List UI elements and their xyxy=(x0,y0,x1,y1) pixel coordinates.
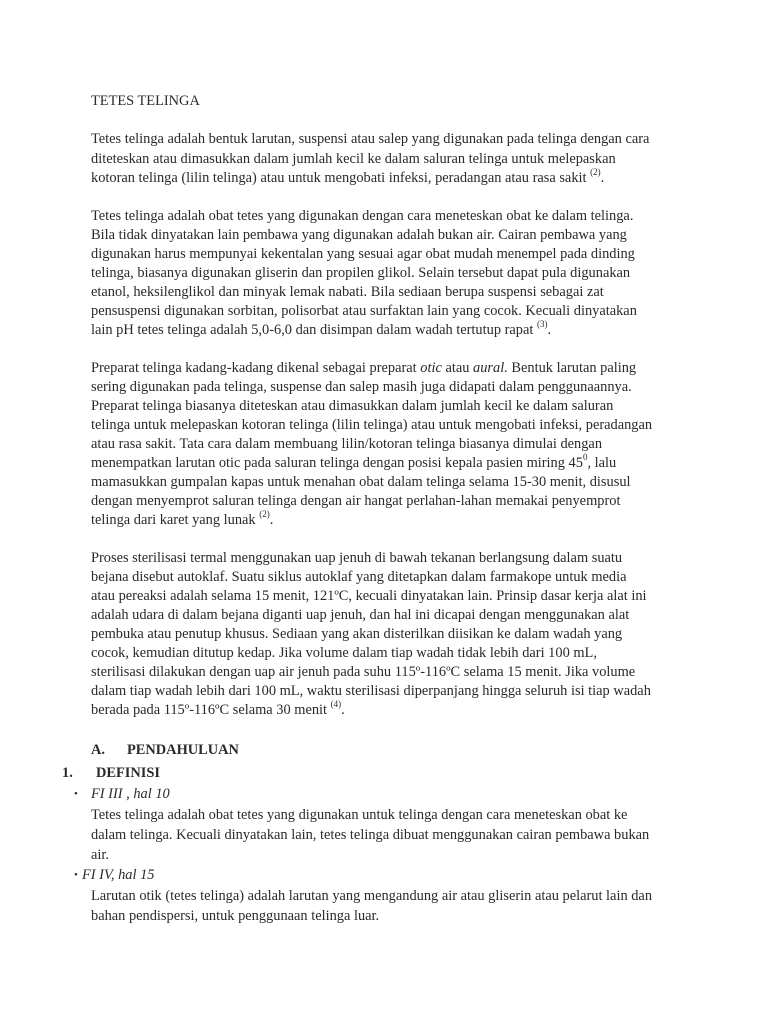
paragraph-3-line xyxy=(91,359,636,378)
paragraph-3-line: atau rasa sakit. Tata cara dalam membuang lilin/kotoran telinga biasanya dimulai dengan xyxy=(91,436,603,452)
paragraph-4-text: berada pada 115º-116ºC selama 30 menit xyxy=(91,702,328,718)
bullet-1-text-line: Tetes telinga adalah obat tetes yang digunakan untuk telinga dengan cara meneteskan obat ke xyxy=(91,807,628,823)
term-aural: aural. xyxy=(473,360,508,376)
punctuation: . xyxy=(269,512,274,528)
paragraph-4-line: atau pereaksi adalah selama 15 menit, 121ºC, kecuali dinyatakan lain. Prinsip dasar kerja alat ini xyxy=(91,588,647,604)
citation-ref: (4) xyxy=(330,699,342,710)
paragraph-3-text: Bentuk larutan paling xyxy=(507,360,637,376)
citation-ref: (2) xyxy=(590,167,601,178)
paragraph-2-line: Bila tidak dinyatakan lain pembawa yang digunakan adalah bukan air. Cairan pembawa yang xyxy=(91,227,627,243)
paragraph-4-line: bejana disebut autoklaf. Suatu siklus autoklaf yang ditetapkan dalam farmakope untuk media xyxy=(91,569,627,585)
paragraph-3-line: sering digunakan pada telinga, suspense dan salep masih juga didapati dalam penggunaannya. xyxy=(91,379,632,395)
paragraph-3-line: mamasukkan gumpalan kapas untuk menahan obat dalam telinga selama 15-30 menit, disusul xyxy=(91,474,631,490)
paragraph-3-text: Preparat telinga kadang-kadang dikenal sebagai preparat xyxy=(91,360,421,376)
bullet-icon: • xyxy=(74,788,78,800)
bullet-icon: • xyxy=(74,869,78,881)
degree-superscript: 0 xyxy=(582,452,588,463)
paragraph-2-text: lain pH tetes telinga adalah 5,0-6,0 dan disimpan dalam wadah tertutup rapat xyxy=(91,322,534,338)
paragraph-4-line: cocok, kemudian ditutup kedap. Jika volume dalam tiap wadah tidak lebih dari 100 mL, xyxy=(91,645,597,661)
paragraph-3-text: atau xyxy=(441,360,474,376)
paragraph-1-text: kotoran telinga (lilin telinga) atau untuk mengobati infeksi, peradangan atau rasa sakit xyxy=(91,170,587,186)
term-otic: otic xyxy=(420,360,442,376)
paragraph-2-line: digunakan harus mempunyai kekentalan yang sesuai agar obat mudah menempel pada dinding xyxy=(91,246,635,262)
section-1-marker: 1. xyxy=(62,765,73,781)
section-a-title: PENDAHULUAN xyxy=(127,742,239,758)
document-title: TETES TELINGA xyxy=(91,93,200,109)
bullet-2-text-line: bahan pendispersi, untuk penggunaan telinga luar. xyxy=(91,908,380,924)
bullet-2-text-line: Larutan otik (tetes telinga) adalah larutan yang mengandung air atau gliserin atau pelarut lain dan xyxy=(91,888,653,904)
bullet-2-title: FI IV, hal 15 xyxy=(82,867,155,883)
section-1-title: DEFINISI xyxy=(96,765,160,781)
bullet-1-text-line: dalam telinga. Kecuali dinyatakan lain, tetes telinga dibuat menggunakan cairan pembawa bukan xyxy=(91,827,650,843)
paragraph-3-line xyxy=(91,454,616,473)
citation-ref: (2) xyxy=(259,509,270,520)
paragraph-4-line: sterilisasi dilakukan dengan uap air jenuh pada suhu 115º-116ºC selama 15 menit. Jika volume xyxy=(91,664,636,680)
paragraph-3-line xyxy=(91,511,273,530)
paragraph-1-line: Tetes telinga adalah bentuk larutan, suspensi atau salep yang digunakan pada telinga dengan cara xyxy=(91,131,650,147)
paragraph-1-line xyxy=(91,169,604,188)
paragraph-2-line xyxy=(91,321,551,340)
paragraph-3-line: telinga untuk melepaskan kotoran telinga (lilin telinga) atau untuk mengobati infeksi, peradangan xyxy=(91,417,653,433)
paragraph-4-line xyxy=(91,701,345,720)
punctuation: . xyxy=(547,322,552,338)
paragraph-2-line: Tetes telinga adalah obat tetes yang digunakan dengan cara meneteskan obat ke dalam telinga. xyxy=(91,208,634,224)
paragraph-2-line: pensuspensi digunakan sorbitan, polisorbat atau surfaktan lain yang cocok. Kecuali dinyatakan xyxy=(91,303,637,319)
paragraph-3-text: , lalu xyxy=(587,455,617,471)
punctuation: . xyxy=(600,170,605,186)
paragraph-3-text: menempatkan larutan otic pada saluran telinga dengan posisi kepala pasien miring 45 xyxy=(91,455,583,471)
paragraph-1-line: diteteskan atau dimasukkan dalam jumlah kecil ke dalam saluran telinga untuk melepaskan xyxy=(91,151,616,167)
paragraph-3-text: telinga dari karet yang lunak xyxy=(91,512,256,528)
paragraph-3-line: Preparat telinga biasanya diteteskan atau dimasukkan dalam jumlah kecil ke dalam saluran xyxy=(91,398,614,414)
paragraph-4-line: pembuka atau penutup khusus. Sediaan yang akan disterilkan diisikan ke dalam wadah yang xyxy=(91,626,623,642)
bullet-1-title: FI III , hal 10 xyxy=(91,786,170,802)
bullet-1-text-line: air. xyxy=(91,847,109,863)
paragraph-4-line: dalam tiap wadah lebih dari 100 mL, waktu sterilisasi diperpanjang hingga seluruh isi tiap wadah xyxy=(91,683,651,699)
paragraph-4-line: Proses sterilisasi termal menggunakan uap jenuh di bawah tekanan berlangsung dalam suatu xyxy=(91,550,623,566)
paragraph-4-line: adalah udara di dalam bejana diganti uap jenuh, dan hal ini dicapai dengan menggunakan alat xyxy=(91,607,630,623)
paragraph-2-line: etanol, heksilenglikol dan minyak lemak nabati. Bila sediaan berupa suspensi sebagai zat xyxy=(91,284,604,300)
punctuation: . xyxy=(341,702,345,718)
section-a-marker: A. xyxy=(91,742,105,758)
citation-ref: (3) xyxy=(536,319,548,330)
paragraph-3-line: dengan menyemprot saluran telinga dengan air hangat perlahan-lahan memakai penyemprot xyxy=(91,493,621,509)
paragraph-2-line: telinga, biasanya digunakan gliserin dan propilen glikol. Selain tersebut dapat pula digunakan xyxy=(91,265,631,281)
